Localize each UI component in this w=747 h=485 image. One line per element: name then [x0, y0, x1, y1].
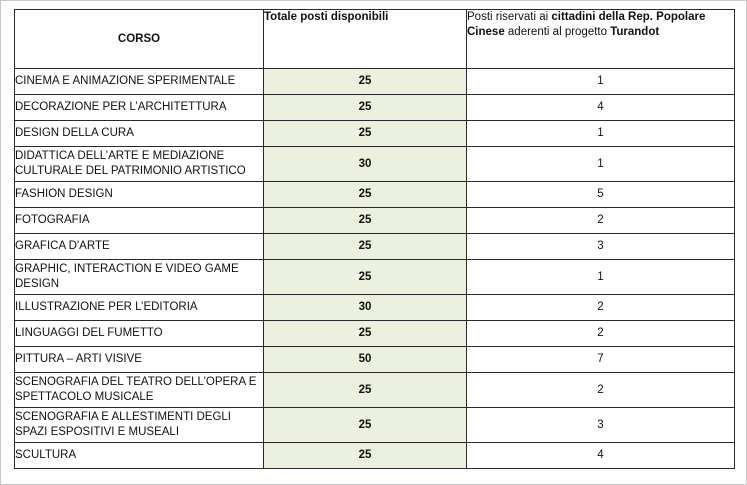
reserved-seats-cell: 2 [467, 295, 735, 321]
header-totale-posti: Totale posti disponibili [264, 10, 467, 69]
table-row [15, 295, 735, 321]
reserved-seats-cell: 7 [467, 347, 735, 373]
table-row [15, 260, 735, 295]
course-name-cell: SCENOGRAFIA DEL TEATRO DELL’OPERA E SPETTACOLO MUSICALE [15, 373, 264, 408]
reserved-seats-cell: 1 [467, 260, 735, 295]
total-seats-cell: 25 [264, 443, 467, 469]
reserved-seats-cell: 2 [467, 208, 735, 234]
total-seats-cell: 50 [264, 347, 467, 373]
reserved-seats-cell: 3 [467, 234, 735, 260]
course-name-cell: CINEMA E ANIMAZIONE SPERIMENTALE [15, 69, 264, 95]
course-name-cell: SCULTURA [15, 443, 264, 469]
table-row [15, 95, 735, 121]
header-riservati-part: Turandot [610, 26, 660, 38]
table-body [15, 69, 735, 469]
table-row [15, 147, 735, 182]
total-seats-cell: 25 [264, 182, 467, 208]
course-name-cell: FOTOGRAFIA [15, 208, 264, 234]
course-name-cell: GRAFICA D'ARTE [15, 234, 264, 260]
total-seats-cell: 25 [264, 260, 467, 295]
table-row [15, 321, 735, 347]
table-row [15, 373, 735, 408]
reserved-seats-cell: 2 [467, 373, 735, 408]
total-seats-cell: 25 [264, 208, 467, 234]
total-seats-cell: 30 [264, 147, 467, 182]
table-row [15, 182, 735, 208]
reserved-seats-cell: 1 [467, 121, 735, 147]
header-riservati-part: Posti riservati ai [467, 11, 552, 23]
table-row [15, 234, 735, 260]
reserved-seats-cell: 4 [467, 443, 735, 469]
total-seats-cell: 25 [264, 408, 467, 443]
course-name-cell: PITTURA – ARTI VISIVE [15, 347, 264, 373]
reserved-seats-cell: 4 [467, 95, 735, 121]
table-row [15, 208, 735, 234]
course-name-cell: DESIGN DELLA CURA [15, 121, 264, 147]
total-seats-cell: 25 [264, 234, 467, 260]
course-name-cell: DECORAZIONE PER L’ARCHITETTURA [15, 95, 264, 121]
courses-table [14, 9, 735, 469]
course-name-cell: SCENOGRAFIA E ALLESTIMENTI DEGLI SPAZI ESPOSITIVI E MUSEALI [15, 408, 264, 443]
course-name-cell: ILLUSTRAZIONE PER L’EDITORIA [15, 295, 264, 321]
reserved-seats-cell: 5 [467, 182, 735, 208]
reserved-seats-cell: 3 [467, 408, 735, 443]
course-name-cell: GRAPHIC, INTERACTION E VIDEO GAME DESIGN [15, 260, 264, 295]
course-name-cell: FASHION DESIGN [15, 182, 264, 208]
reserved-seats-cell: 1 [467, 147, 735, 182]
table-row [15, 347, 735, 373]
table-row [15, 408, 735, 443]
header-posti-riservati [467, 10, 735, 69]
course-name-cell: DIDATTICA DELL’ARTE E MEDIAZIONE CULTURALE DEL PATRIMONIO ARTISTICO [15, 147, 264, 182]
table-header-row [15, 10, 735, 69]
course-name-cell: LINGUAGGI DEL FUMETTO [15, 321, 264, 347]
total-seats-cell: 25 [264, 95, 467, 121]
header-riservati-part: aderenti al progetto [504, 26, 611, 38]
reserved-seats-cell: 1 [467, 69, 735, 95]
total-seats-cell: 25 [264, 121, 467, 147]
total-seats-cell: 25 [264, 373, 467, 408]
reserved-seats-cell: 2 [467, 321, 735, 347]
total-seats-cell: 25 [264, 69, 467, 95]
header-riservati-part: cittadini della Rep. Popolare Cinese [467, 11, 706, 38]
table-row [15, 443, 735, 469]
table-row [15, 69, 735, 95]
total-seats-cell: 30 [264, 295, 467, 321]
header-corso: CORSO [15, 10, 264, 69]
table-row [15, 121, 735, 147]
total-seats-cell: 25 [264, 321, 467, 347]
